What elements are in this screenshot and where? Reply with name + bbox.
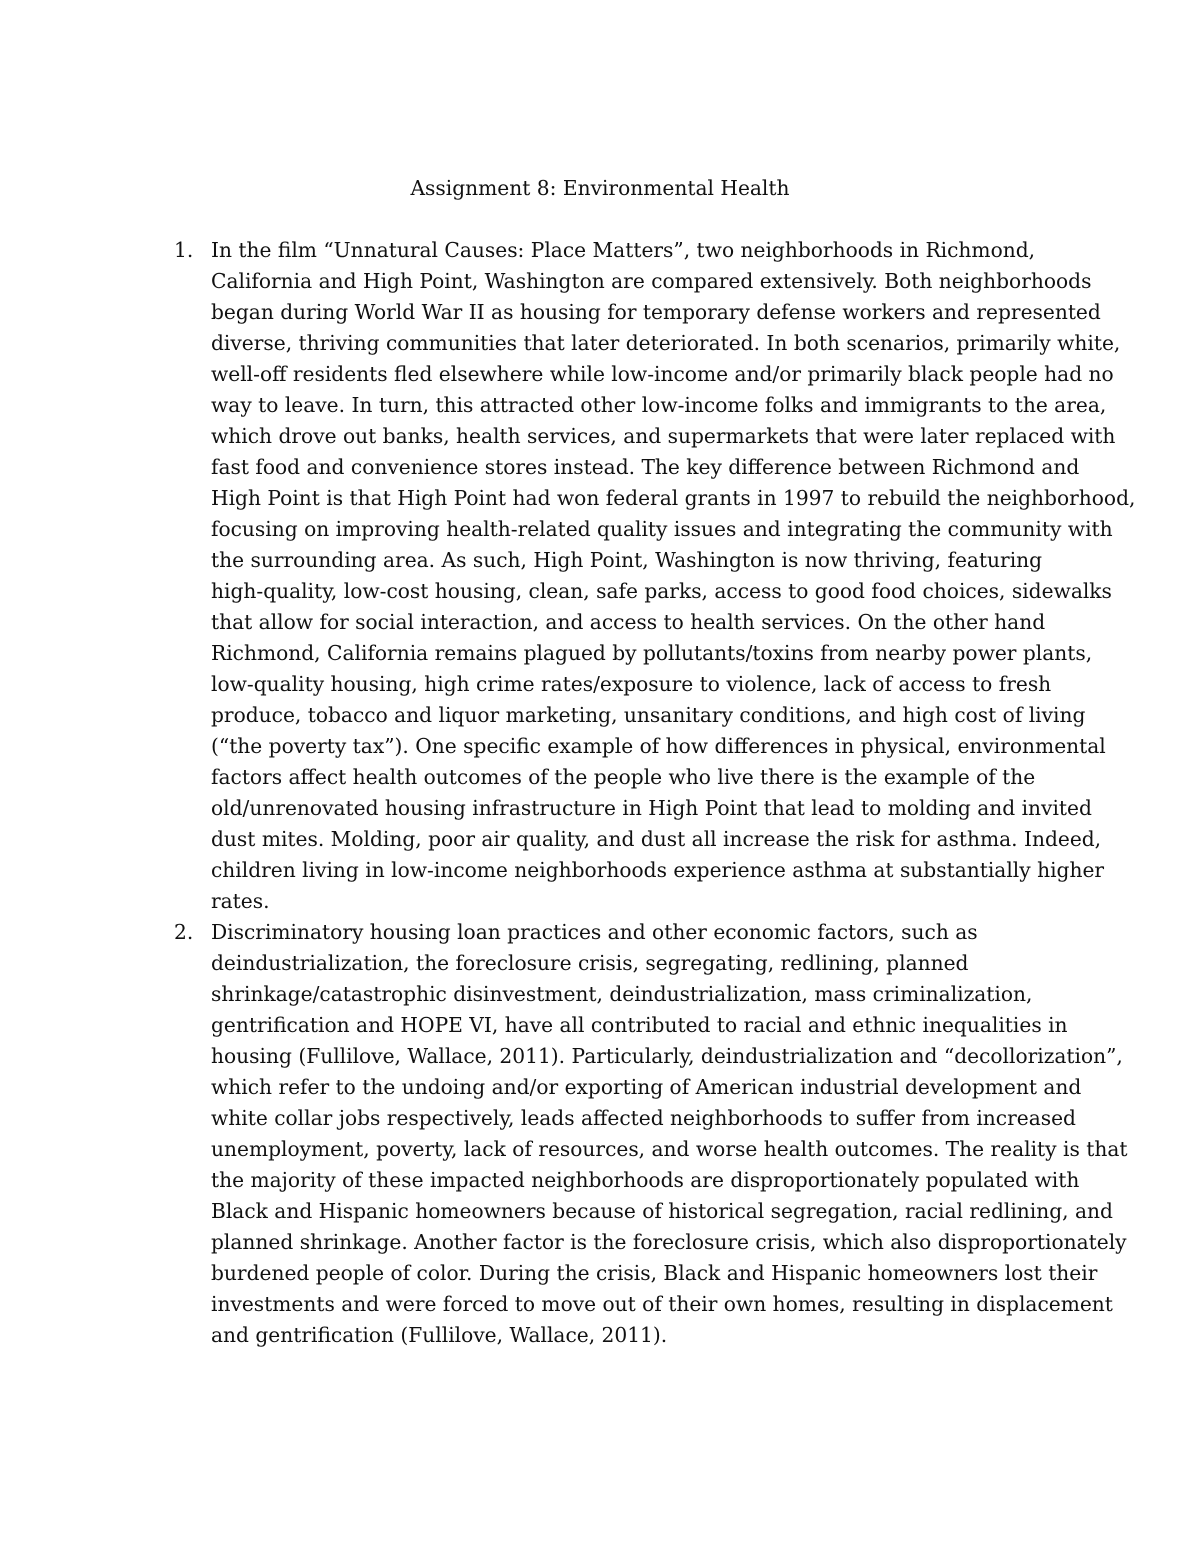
text-line: which refer to the undoing and/or exporting of American industrial development and bbox=[211, 1075, 1082, 1099]
text-line: gentrification and HOPE VI, have all contributed to racial and ethnic inequalities in bbox=[211, 1013, 1068, 1037]
list-item bbox=[0, 917, 1128, 1351]
text-line: In the film “Unnatural Causes: Place Matters”, two neighborhoods in Richmond, bbox=[211, 238, 1036, 262]
item-number: 1. bbox=[174, 238, 194, 262]
item-paragraph bbox=[211, 917, 1128, 1351]
text-line: California and High Point, Washington are compared extensively. Both neighborhoods bbox=[211, 269, 1092, 293]
text-line: burdened people of color. During the crisis, Black and Hispanic homeowners lost their bbox=[211, 1261, 1098, 1285]
text-line: planned shrinkage. Another factor is the foreclosure crisis, which also disproportionately bbox=[211, 1230, 1127, 1254]
text-line: unemployment, poverty, lack of resources, and worse health outcomes. The reality is that bbox=[211, 1137, 1128, 1161]
text-line: diverse, thriving communities that later deteriorated. In both scenarios, primarily white, bbox=[211, 331, 1121, 355]
text-line: housing (Fullilove, Wallace, 2011). Particularly, deindustrialization and “decollorization”, bbox=[211, 1044, 1123, 1068]
text-line: the surrounding area. As such, High Point, Washington is now thriving, featuring bbox=[211, 548, 1043, 572]
text-line: well-off residents fled elsewhere while low-income and/or primarily black people had no bbox=[211, 362, 1114, 386]
text-line: Discriminatory housing loan practices and other economic factors, such as bbox=[211, 920, 978, 944]
text-line: rates. bbox=[211, 889, 270, 913]
text-line: deindustrialization, the foreclosure crisis, segregating, redlining, planned bbox=[211, 951, 969, 975]
text-line: that allow for social interaction, and access to health services. On the other hand bbox=[211, 610, 1046, 634]
text-line: white collar jobs respectively, leads affected neighborhoods to suffer from increased bbox=[211, 1106, 1076, 1130]
list-item bbox=[0, 235, 1136, 917]
text-line: children living in low-income neighborhoods experience asthma at substantially higher bbox=[211, 858, 1105, 882]
text-line: low-quality housing, high crime rates/exposure to violence, lack of access to fresh bbox=[211, 672, 1052, 696]
answer-list bbox=[0, 235, 1136, 1351]
text-line: (“the poverty tax”). One specific example of how differences in physical, environmental bbox=[211, 734, 1106, 758]
text-line: began during World War II as housing for temporary defense workers and represented bbox=[211, 300, 1101, 324]
text-line: fast food and convenience stores instead. The key difference between Richmond and bbox=[211, 455, 1080, 479]
text-line: High Point is that High Point had won federal grants in 1997 to rebuild the neighborhood, bbox=[211, 486, 1136, 510]
item-paragraph bbox=[211, 235, 1136, 917]
text-line: focusing on improving health-related quality issues and integrating the community with bbox=[211, 517, 1113, 541]
text-line: investments and were forced to move out of their own homes, resulting in displacement bbox=[211, 1292, 1113, 1316]
item-number: 2. bbox=[174, 920, 194, 944]
text-line: Richmond, California remains plagued by pollutants/toxins from nearby power plants, bbox=[211, 641, 1093, 665]
text-line: way to leave. In turn, this attracted other low-income folks and immigrants to the area, bbox=[211, 393, 1107, 417]
text-line: produce, tobacco and liquor marketing, unsanitary conditions, and high cost of living bbox=[211, 703, 1086, 727]
text-line: dust mites. Molding, poor air quality, and dust all increase the risk for asthma. Indeed, bbox=[211, 827, 1102, 851]
document-title: Assignment 8: Environmental Health bbox=[410, 176, 790, 200]
text-line: which drove out banks, health services, and supermarkets that were later replaced with bbox=[211, 424, 1116, 448]
text-line: old/unrenovated housing infrastructure in High Point that lead to molding and invited bbox=[211, 796, 1092, 820]
text-line: high-quality, low-cost housing, clean, safe parks, access to good food choices, sidewalks bbox=[211, 579, 1112, 603]
text-line: factors affect health outcomes of the people who live there is the example of the bbox=[211, 765, 1036, 789]
text-line: the majority of these impacted neighborhoods are disproportionately populated with bbox=[211, 1168, 1080, 1192]
text-line: Black and Hispanic homeowners because of historical segregation, racial redlining, and bbox=[211, 1199, 1113, 1223]
text-line: and gentrification (Fullilove, Wallace, 2011). bbox=[211, 1323, 668, 1347]
text-line: shrinkage/catastrophic disinvestment, deindustrialization, mass criminalization, bbox=[211, 982, 1033, 1006]
